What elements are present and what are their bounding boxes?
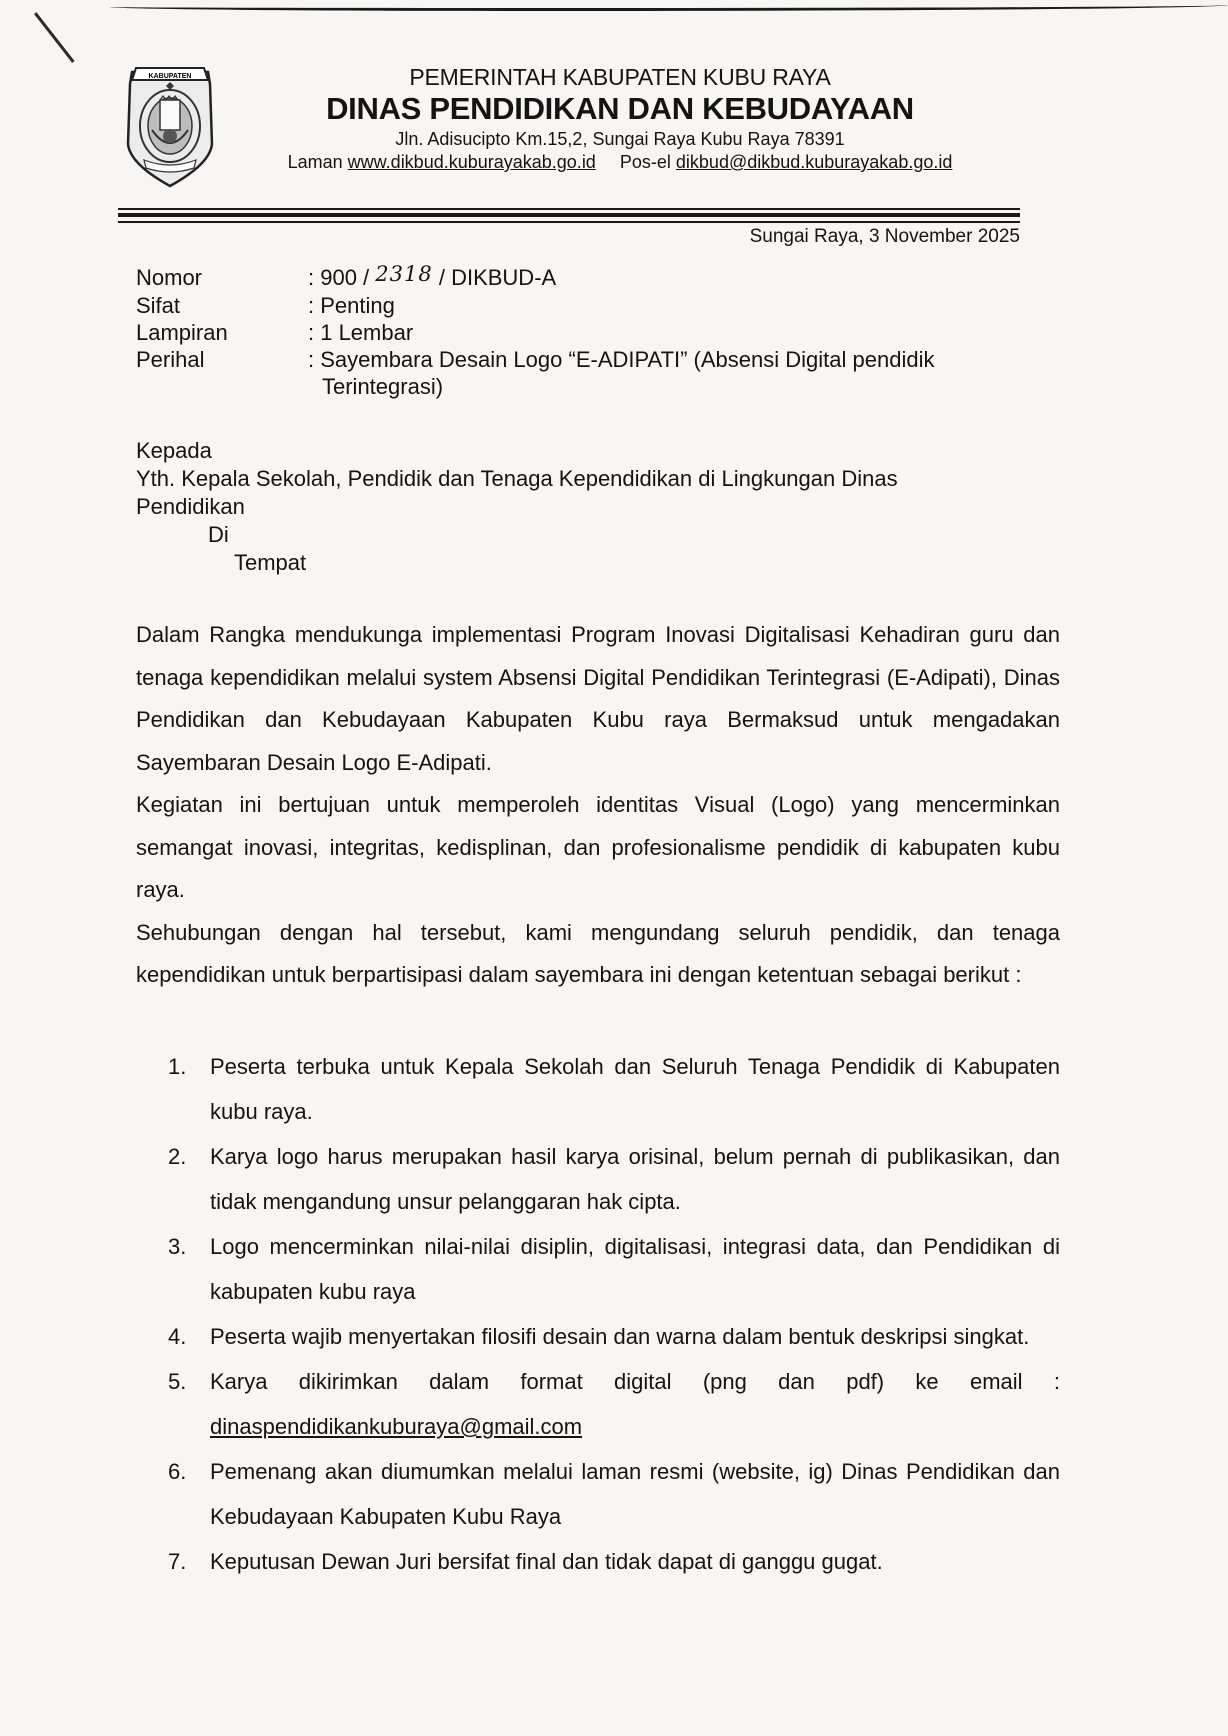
meta-label: Perihal: [136, 347, 205, 372]
rule-item: [168, 1359, 1060, 1449]
meta-label: Sifat: [136, 293, 181, 318]
rule-text: Keputusan Dewan Juri bersifat final dan tidak dapat di ganggu gugat.: [210, 1549, 883, 1574]
rule-number: 7.: [168, 1549, 187, 1574]
di-label: Di: [208, 522, 229, 547]
website-label: Laman: [287, 152, 343, 172]
rule-text: Peserta terbuka untuk Kepala Sekolah dan Seluruh Tenaga Pendidik di Kabupaten kubu raya.: [210, 1054, 1060, 1124]
body-paragraph: Kegiatan ini bertujuan untuk memperoleh identitas Visual (Logo) yang mencerminkan semangat inovasi, integritas, kedisplinan, dan profesionalisme pendidik di kabupaten kubu raya.: [136, 792, 1060, 902]
body-paragraph: Sehubungan dengan hal tersebut, kami mengundang seluruh pendidik, dan tenaga kependidikan untuk berpartisipasi dalam sayembara ini dengan ketentuan sebagai berikut :: [136, 919, 1060, 987]
contact-line: [220, 152, 1020, 173]
rule-number: 5.: [168, 1369, 187, 1394]
rules-list: [168, 1044, 1060, 1584]
submission-email-link[interactable]: dinaspendidikankuburaya@gmail.com: [210, 1414, 583, 1439]
meta-row-sifat: [136, 292, 1008, 319]
rule-number: 6.: [168, 1459, 187, 1484]
rule-text: Logo mencerminkan nilai-nilai disiplin, digitalisasi, integrasi data, dan Pendidikan di kabupaten kubu raya: [210, 1234, 1060, 1304]
letterhead-rule-thin-bottom: [118, 221, 1020, 223]
rule-text-line: Karya dikirimkan dalam format digital (png dan pdf) ke email :: [210, 1369, 1060, 1394]
meta-label: Nomor: [136, 265, 203, 290]
rule-number: 2.: [168, 1144, 187, 1169]
letterhead-rule-thick: [118, 213, 1020, 217]
recipient-block: [136, 437, 898, 577]
rule-item: [168, 1449, 1060, 1539]
rule-item: [168, 1134, 1060, 1224]
tempat-label: Tempat: [234, 550, 307, 575]
letter-date: Sungai Raya, 3 November 2025: [749, 226, 1020, 247]
recipient-line-1: Yth. Kepala Sekolah, Pendidik dan Tenaga Kependidikan di Lingkungan Dinas: [136, 466, 898, 491]
email-label: Pos-el: [619, 152, 671, 172]
meta-value: : 1 Lembar: [308, 320, 414, 345]
letter-body: [136, 614, 1060, 997]
page-top-edge-scan-line: [110, 0, 1228, 11]
meta-value: : Penting: [308, 293, 395, 318]
perihal-line-2: Terintegrasi): [322, 374, 444, 399]
agency-name: DINAS PENDIDIKAN DAN KEBUDAYAAN: [326, 91, 914, 126]
kepada-label: Kepada: [136, 438, 212, 463]
kabupaten-crest-icon: [122, 64, 218, 188]
agency-email-link[interactable]: dikbud@dikbud.kuburayakab.go.id: [675, 152, 953, 172]
rule-number: 1.: [168, 1054, 187, 1079]
letter-meta: [136, 264, 1008, 400]
body-paragraph: Dalam Rangka mendukunga implementasi Program Inovasi Digitalisasi Kehadiran guru dan tenaga kependidikan melalui system Absensi Digital Pendidikan Terintegrasi (E-Adipati), Dinas Pendidikan dan Kebudayaan Kabupaten Kubu raya Bermaksud untuk mengadakan Sayembaran Desain Logo E-Adipati.: [136, 622, 1060, 775]
rule-number: 3.: [168, 1234, 187, 1259]
agency-address: Jln. Adisucipto Km.15,2, Sungai Raya Kubu Raya 78391: [395, 129, 845, 149]
rule-item: [168, 1539, 1060, 1584]
rule-text: Karya logo harus merupakan hasil karya orisinal, belum pernah di publikasikan, dan tidak mengandung unsur pelanggaran hak cipta.: [210, 1144, 1060, 1214]
meta-label: Lampiran: [136, 320, 228, 345]
nomor-prefix: : 900 /: [308, 265, 376, 290]
government-name: PEMERINTAH KABUPATEN KUBU RAYA: [409, 64, 831, 90]
rule-item: [168, 1044, 1060, 1134]
website-link[interactable]: www.dikbud.kuburayakab.go.id: [347, 152, 596, 172]
crest-banner-text: KABUPATEN: [148, 73, 192, 80]
rule-text: Peserta wajib menyertakan filosifi desain dan warna dalam bentuk deskripsi singkat.: [210, 1324, 1030, 1349]
rule-item: [168, 1224, 1060, 1314]
rule-text: [210, 1359, 1060, 1449]
recipient-line-2: Pendidikan: [136, 494, 245, 519]
meta-row-lampiran: [136, 319, 1008, 346]
handwritten-number: 2318: [375, 262, 433, 286]
letterhead-rule-thin-top: [118, 208, 1020, 210]
pen-slash-mark: [34, 12, 75, 63]
rule-number: 4.: [168, 1324, 187, 1349]
meta-row-nomor: [136, 264, 1008, 292]
nomor-suffix: / DIKBUD-A: [432, 265, 557, 290]
rule-text: Pemenang akan diumumkan melalui laman resmi (website, ig) Dinas Pendidikan dan Kebudayaan Kabupaten Kubu Raya: [210, 1459, 1060, 1529]
meta-value: [308, 264, 1008, 292]
letterhead: [220, 64, 1020, 173]
perihal-line-1: : Sayembara Desain Logo “E-ADIPATI” (Absensi Digital pendidik: [308, 347, 935, 372]
rule-item: [168, 1314, 1060, 1359]
meta-value: [308, 346, 1008, 400]
meta-row-perihal: [136, 346, 1008, 400]
